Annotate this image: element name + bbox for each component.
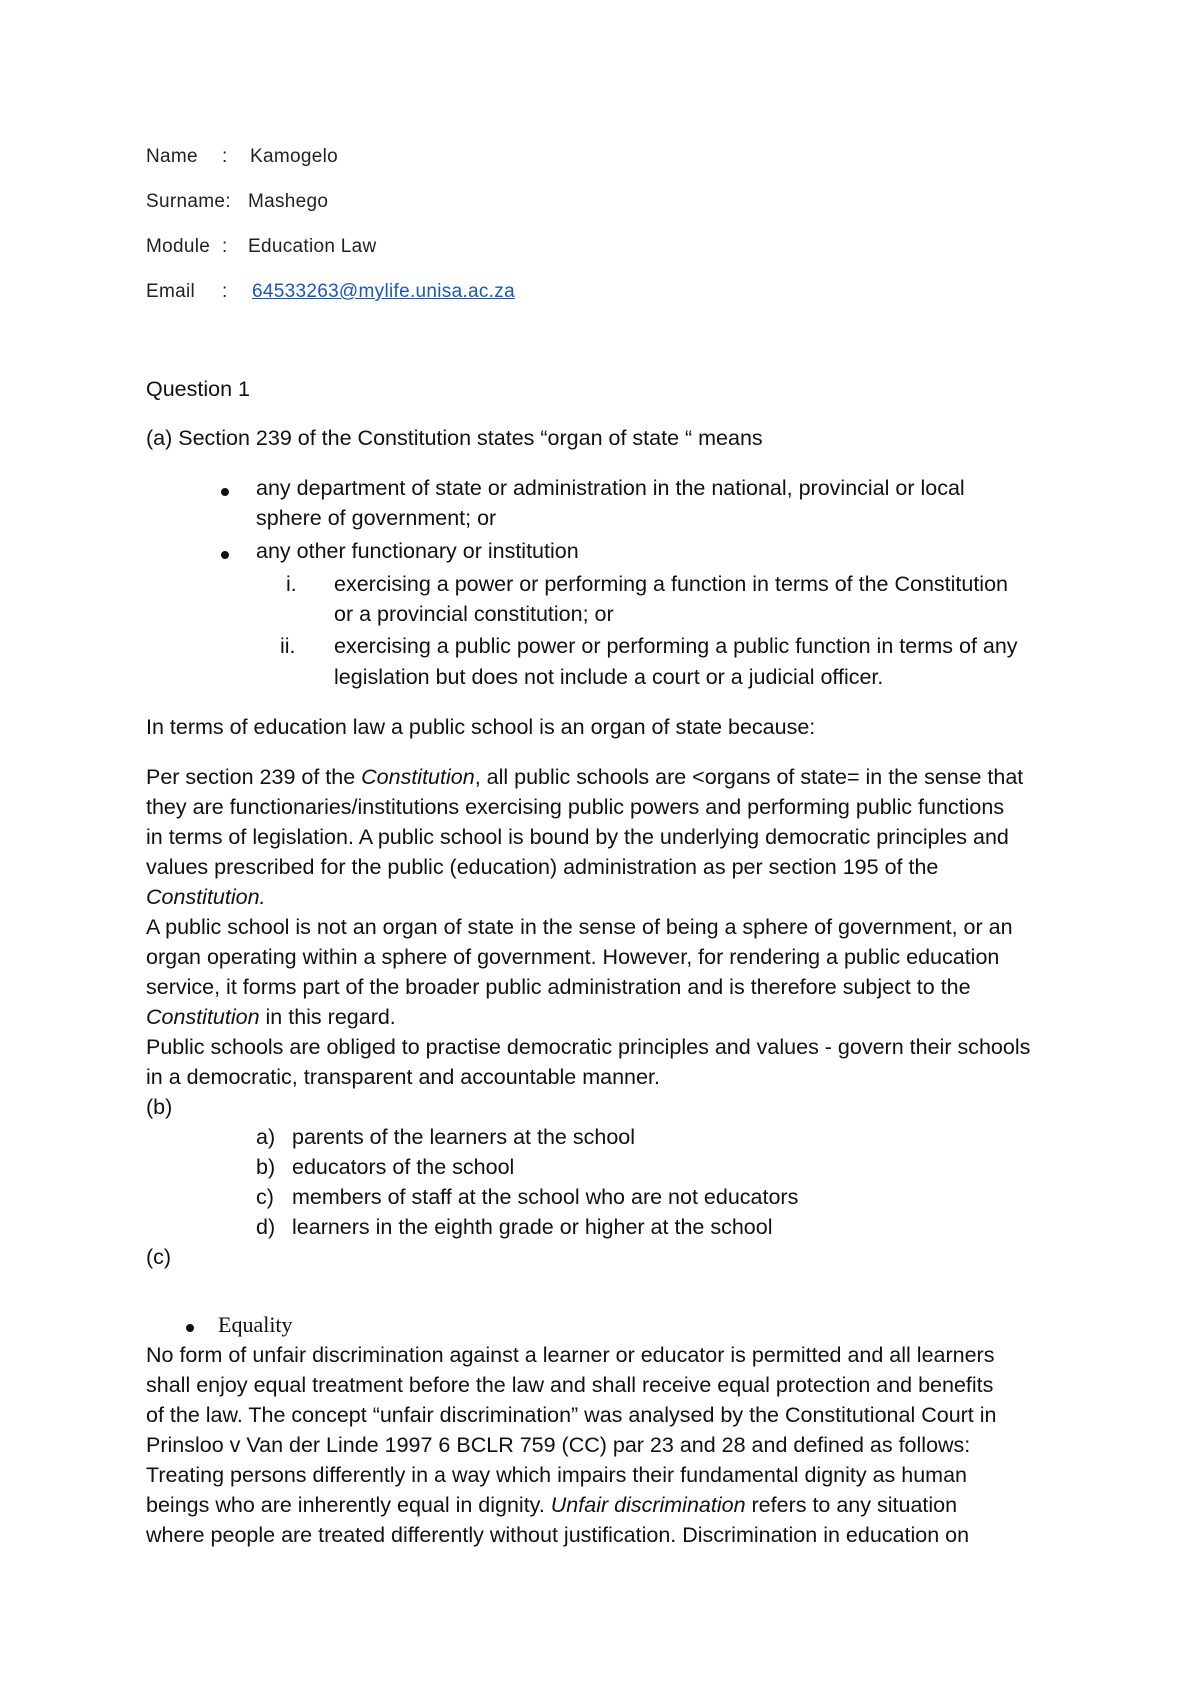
paragraph1-line5: Constitution. — [146, 885, 266, 909]
paragraph1-line1 — [146, 762, 1023, 792]
paragraph1-line4: values prescribed for the public (education) administration as per section 195 of the — [146, 855, 939, 879]
name-label: Name — [146, 146, 198, 167]
name-value: Kamogelo — [250, 146, 338, 167]
module-value: Education Law — [248, 236, 377, 257]
email-label: Email — [146, 281, 196, 302]
surname-label: Surname: — [146, 191, 231, 212]
paragraph2-line1: A public school is not an organ of state in the sense of being a sphere of government, or an — [146, 915, 1013, 939]
organ-statement: In terms of education law a public school is an organ of state because: — [146, 715, 816, 739]
e6-text-a: beings who are inherently equal in dignity. — [146, 1493, 551, 1517]
paragraph2-line4 — [146, 1002, 396, 1032]
equality-line7: where people are treated differently without justification. Discrimination in education on — [146, 1523, 970, 1547]
list-item: members of staff at the school who are not educators — [292, 1185, 799, 1209]
surname-value: Mashego — [248, 191, 329, 212]
p1-text-italic: Constitution — [361, 765, 475, 789]
e6-text-b: refers to any situation — [745, 1493, 958, 1517]
p1-text-a: Per section 239 of the — [146, 765, 362, 789]
list-item: learners in the eighth grade or higher at the school — [292, 1215, 773, 1239]
question-heading: Question 1 — [146, 377, 250, 401]
roman-ii-line1: exercising a public power or performing a public function in terms of any — [334, 634, 1018, 658]
bullet2-line: any other functionary or institution — [256, 539, 579, 563]
bullet-icon — [186, 1324, 194, 1332]
email-colon: : — [222, 281, 228, 302]
list-item-marker: b) — [256, 1155, 276, 1179]
paragraph2-line2: organ operating within a sphere of government. However, for rendering a public education — [146, 945, 1000, 969]
list-item: parents of the learners at the school — [292, 1125, 636, 1149]
bullet1-line1: any department of state or administration in the national, provincial or local — [256, 476, 965, 500]
p2-text-b: in this regard. — [259, 1005, 396, 1029]
name-colon: : — [222, 146, 228, 167]
p2-text-italic: Constitution — [146, 1005, 260, 1029]
bullet-icon — [221, 551, 229, 559]
roman-i-line2: or a provincial constitution; or — [334, 602, 614, 626]
part-a-intro: (a) Section 239 of the Constitution states “organ of state “ means — [146, 426, 763, 450]
bullet-icon — [221, 488, 229, 496]
part-b-label: (b) — [146, 1095, 173, 1119]
paragraph2-line3: service, it forms part of the broader public administration and is therefore subject to the — [146, 975, 971, 999]
paragraph3-line1: Public schools are obliged to practise democratic principles and values - govern their schools — [146, 1035, 1031, 1059]
paragraph3-line2: in a democratic, transparent and accountable manner. — [146, 1065, 660, 1089]
paragraph1-line3: in terms of legislation. A public school is bound by the underlying democratic principles and — [146, 825, 1009, 849]
roman-ii-marker: ii. — [280, 634, 296, 658]
equality-line1: No form of unfair discrimination against a learner or educator is permitted and all learners — [146, 1343, 995, 1367]
equality-line6 — [146, 1490, 957, 1520]
part-c-label: (c) — [146, 1245, 172, 1269]
paragraph1-line2: they are functionaries/institutions exercising public powers and performing public functions — [146, 795, 1005, 819]
module-label: Module — [146, 236, 211, 257]
list-item-marker: d) — [256, 1215, 276, 1239]
module-colon: : — [222, 236, 228, 257]
equality-line2: shall enjoy equal treatment before the law and shall receive equal protection and benefits — [146, 1373, 994, 1397]
equality-heading: Equality — [218, 1312, 293, 1337]
equality-line5: Treating persons differently in a way which impairs their fundamental dignity as human — [146, 1463, 967, 1487]
roman-ii-line2: legislation but does not include a court or a judicial officer. — [334, 665, 884, 689]
list-item-marker: c) — [256, 1185, 274, 1209]
list-item-marker: a) — [256, 1125, 276, 1149]
bullet1-line2: sphere of government; or — [256, 506, 497, 530]
e6-text-italic: Unfair discrimination — [550, 1493, 746, 1517]
p1-text-b: , all public schools are <organs of state= in the sense that — [474, 765, 1024, 789]
equality-line4: Prinsloo v Van der Linde 1997 6 BCLR 759 (CC) par 23 and 28 and defined as follows: — [146, 1433, 971, 1457]
roman-i-line1: exercising a power or performing a function in terms of the Constitution — [334, 572, 1008, 596]
list-item: educators of the school — [292, 1155, 515, 1179]
roman-i-marker: i. — [286, 572, 297, 596]
email-link[interactable]: 64533263@mylife.unisa.ac.za — [252, 281, 515, 302]
equality-line3: of the law. The concept “unfair discrimination” was analysed by the Constitutional Court in — [146, 1403, 997, 1427]
